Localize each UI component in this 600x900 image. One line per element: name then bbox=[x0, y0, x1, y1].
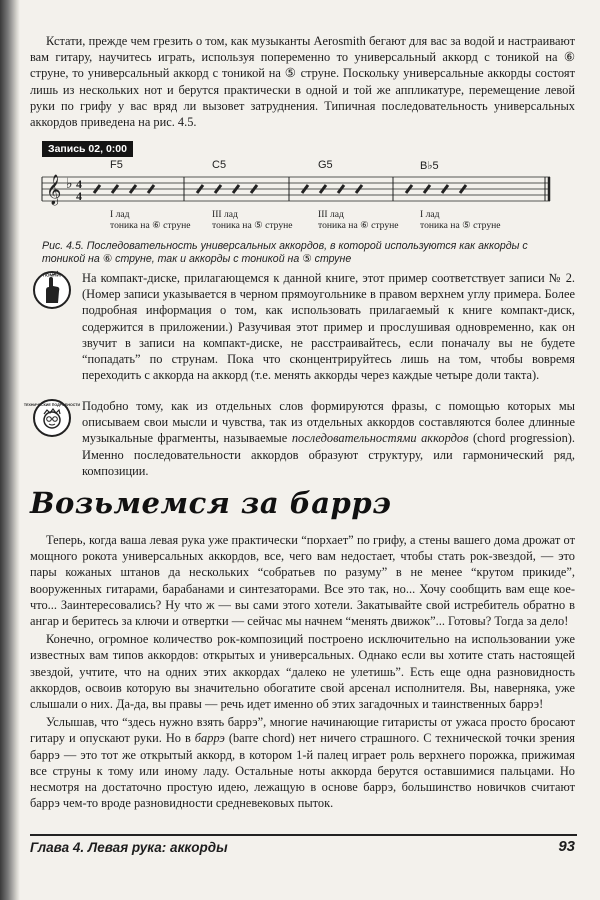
term-chord-progression: последовательностями аккордов bbox=[291, 431, 469, 446]
book-spine-shadow bbox=[0, 0, 20, 900]
section-body bbox=[30, 532, 575, 811]
chord-label-4: B♭5 bbox=[420, 160, 439, 172]
flat-icon: ♭ bbox=[66, 176, 73, 192]
page-number: 93 bbox=[558, 838, 575, 855]
technical-details-icon bbox=[23, 398, 81, 438]
intro-paragraph: Кстати, прежде чем грезить о том, как музыканты Aerosmith бегают для вас за водой и настраивают вам гитару, научитесь играть, используя попеременно то универсальный аккорд с тоникой на ⑥ струне, то универсальный аккорд с тоникой на ⑤ струне. Поскольку универсальные аккорды состоят лишь из нескольких нот и берутся практически в одной и той же аппликатуре, перемещение левой руки по грифу у вас вряд ли вызовет затруднения. Типичная последовательность универсальных аккордов приведена на рис. 4.5. bbox=[30, 34, 575, 130]
svg-text:ПОМНИ!: ПОМНИ! bbox=[42, 272, 62, 278]
chapter-title: Глава 4. Левая рука: аккорды bbox=[30, 840, 228, 855]
figure-caption: Рис. 4.5. Последовательность универсальных аккордов, в которой используются как аккорды с тоникой на ⑥ струне, так и аккорды с тоникой на ⑤ струне bbox=[42, 240, 528, 265]
chord-position-1: I лад тоника на ⑥ струне bbox=[110, 209, 191, 231]
time-signature-top: 4 bbox=[76, 177, 82, 191]
remember-note bbox=[30, 270, 575, 383]
track-badge: Запись 02, 0:00 bbox=[42, 141, 133, 157]
chord-label-1: F5 bbox=[110, 159, 123, 171]
time-signature-bottom: 4 bbox=[76, 189, 82, 203]
chord-position-3: III лад тоника на ⑥ струне bbox=[318, 209, 399, 231]
chord-label-3: G5 bbox=[318, 159, 333, 171]
figure-4-5 bbox=[30, 137, 575, 265]
treble-clef-icon: 𝄞 bbox=[46, 175, 62, 205]
body-paragraph-3: Услышав, что “здесь нужно взять баррэ”, многие начинающие гитаристы от ужаса просто бросают гитару и опускают руки. Но в баррэ (barre chord) нет ничего страшного. С технической точки зрения баррэ — это тот же открытый аккорд, в котором 1-й палец играет роль верхнего порожка, прижимая все струны к тому или иному ладу. Остальные ноты аккорда берутся оставшимися пальцами. Но несмотря на достаточно простую идею, лежащую в основе баррэ, большинство новичков считают баррэ чем-то вроде разновидности средневековых пыток. bbox=[30, 715, 575, 811]
music-staff bbox=[42, 174, 552, 204]
technical-note bbox=[23, 398, 575, 479]
technical-note-text: Подобно тому, как из отдельных слов формируются фразы, с помощью которых мы описываем свои мысли и чувства, так из отдельных аккордов составляются более длинные музыкальные фрагменты, называемые последовательностями аккордов (chord progression). Именно последовательности аккордов образуют структуру, или гармонический ряд, композиции. bbox=[82, 399, 575, 478]
chord-position-4: I лад тоника на ⑤ струне bbox=[420, 209, 501, 231]
staff-lines bbox=[42, 177, 550, 201]
svg-text:ТЕХНИЧЕСКИЕ ПОДРОБНОСТИ: ТЕХНИЧЕСКИЕ ПОДРОБНОСТИ bbox=[23, 403, 81, 407]
chord-label-2: C5 bbox=[212, 159, 227, 171]
remember-note-text: На компакт-диске, прилагающемся к данной книге, этот пример соответствует записи № 2. (Номер записи указывается в черном прямоугольнике в правом верхнем углу примера. Более подробная информация о том, как использовать прилагаемый к книге компакт-диск, содержится в приложении.) Разучивая этот пример и прослушивая одновременно, как он звучит в записи на компакт-диске, не расстраивайтесь, если поначалу вы не будете “попадать” по струнам. Пока что сконцентрируйтесь лишь на том, чтобы вовремя переходить с аккорда на аккорд (т.е. менять аккорды через каждые четыре доли такта). bbox=[82, 271, 575, 383]
section-heading: Возьмемся за баррэ bbox=[30, 486, 392, 520]
body-paragraph-1: Теперь, когда ваша левая рука уже практически “порхает” по грифу, а стены вашего дома дрожат от мощного рокота универсальных аккордов, все, чего вам недостает, чтобы стать рок-звездой, — это пары кожаных штанов да нескольких “собратьев по разуму” в не менее “крутом прикиде”, вооруженных гитарами, барабанами и синтезаторами. Все это так, но... Хочу сообщить вам еще кое-что... Заинтересовались? Ну что ж — вы сами этого хотели. Закатывайте свой истребитель обратно в ангар и беритесь за ключи и отвертки — сейчас мы начнем “менять движок”... Готовы? Тогда за дело! bbox=[30, 533, 575, 629]
remember-icon bbox=[32, 270, 72, 310]
chord-position-2: III лад тоника на ⑤ струне bbox=[212, 209, 293, 231]
page-footer bbox=[30, 834, 577, 857]
footer-rule bbox=[30, 834, 577, 836]
term-barre: баррэ bbox=[194, 731, 225, 746]
body-paragraph-2: Конечно, огромное количество рок-композиций построено исключительно на использовании уже известных вам типов аккордов: открытых и универсальных. Однако если вы хотите стать настоящей звездой, учтите, что на одних этих аккордах “далеко не улетишь”. Есть еще одна разновидность аккордов, освоив которую вы значительно обогатите свой арсенал исполнителя. Вы, наверняка, уже слышали о них. Да-да, вы правы — речь идет именно об этих загадочных и таинственных баррэ! bbox=[30, 632, 575, 712]
